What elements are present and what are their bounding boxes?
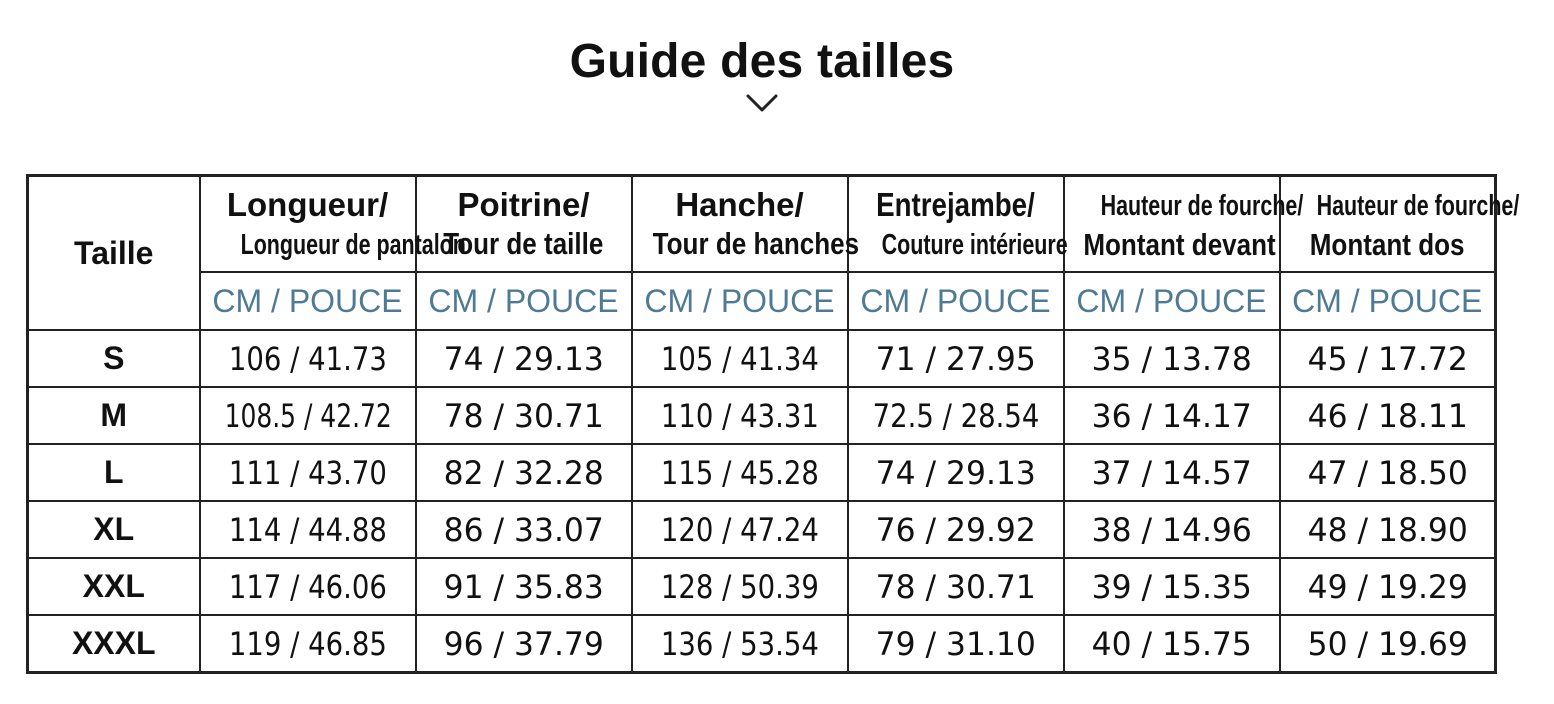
table-header-row [28, 176, 1496, 273]
column-header-line1: Hanche/ [675, 186, 804, 223]
size-column-header: Taille [28, 176, 200, 331]
column-header-line2: Couture intérieure [881, 228, 1068, 261]
table-row [28, 501, 1496, 558]
measurement-value: 35 / 13.78 [1091, 339, 1252, 378]
measurement-value: 111 / 43.70 [228, 453, 387, 492]
column-header-front-rise [1064, 176, 1303, 273]
column-header-inseam [848, 176, 1068, 273]
measurement-value: 114 / 44.88 [228, 510, 387, 549]
column-header-line2: Tour de hanches [652, 226, 859, 261]
measurement-value: 76 / 29.92 [875, 510, 1036, 549]
column-header-line2: Montant devant [1082, 227, 1276, 262]
measurement-value: 86 / 33.07 [443, 510, 604, 549]
measurement-value: 91 / 35.83 [443, 567, 604, 606]
column-header-line1: Poitrine/ [457, 186, 590, 223]
column-header-chest [416, 176, 632, 273]
measurement-value: 39 / 15.35 [1091, 567, 1252, 606]
unit-label: CM / POUCE [632, 272, 848, 330]
measurement-value: 72.5 / 28.54 [872, 396, 1039, 435]
measurement-value: 79 / 31.10 [875, 624, 1036, 663]
measurement-value: 82 / 32.28 [443, 453, 604, 492]
unit-label: CM / POUCE [416, 272, 632, 330]
measurement-value: 117 / 46.06 [228, 567, 387, 606]
unit-label: CM / POUCE [848, 272, 1064, 330]
measurement-value: 106 / 41.73 [228, 339, 387, 378]
measurement-value: 96 / 37.79 [443, 624, 604, 663]
column-header-line1: Hauteur de fourche/ [1100, 190, 1303, 222]
measurement-value: 110 / 43.31 [660, 396, 819, 435]
measurement-value: 74 / 29.13 [875, 453, 1036, 492]
page-title: Guide des tailles [569, 35, 955, 88]
measurement-value: 36 / 14.17 [1091, 396, 1252, 435]
measurement-value: 37 / 14.57 [1091, 453, 1252, 492]
column-header-line2: Longueur de pantalon [240, 228, 466, 261]
measurement-value: 108.5 / 42.72 [224, 396, 392, 435]
measurement-value: 38 / 14.96 [1091, 510, 1252, 549]
size-label: L [28, 444, 200, 501]
table-row [28, 330, 1496, 387]
chevron-down-icon [745, 92, 779, 114]
measurement-value: 119 / 46.85 [228, 624, 387, 663]
measurement-value: 74 / 29.13 [443, 339, 604, 378]
column-header-line1: Entrejambe/ [876, 185, 1035, 223]
table-row [28, 558, 1496, 615]
unit-label: CM / POUCE [1280, 272, 1496, 330]
column-header-line1: Hauteur de fourche/ [1316, 190, 1519, 222]
size-label: S [28, 330, 200, 387]
size-chart-table [26, 174, 1519, 674]
column-header-line2: Tour de taille [443, 226, 604, 261]
column-header-back-rise [1280, 176, 1519, 273]
measurement-value: 120 / 47.24 [660, 510, 819, 549]
size-label: XL [28, 501, 200, 558]
measurement-value: 48 / 18.90 [1307, 510, 1468, 549]
column-header-length [200, 176, 466, 273]
measurement-value: 40 / 15.75 [1091, 624, 1252, 663]
measurement-value: 45 / 17.72 [1307, 339, 1468, 378]
measurement-value: 136 / 53.54 [660, 624, 819, 663]
column-header-hip [632, 176, 859, 273]
measurement-value: 71 / 27.95 [875, 339, 1036, 378]
unit-row [28, 272, 1496, 330]
measurement-value: 78 / 30.71 [443, 396, 604, 435]
measurement-value: 105 / 41.34 [660, 339, 819, 378]
unit-label: CM / POUCE [1064, 272, 1280, 330]
measurement-value: 115 / 45.28 [660, 453, 819, 492]
table-row [28, 387, 1496, 444]
size-label: M [28, 387, 200, 444]
measurement-value: 47 / 18.50 [1307, 453, 1468, 492]
measurement-value: 78 / 30.71 [875, 567, 1036, 606]
measurement-value: 50 / 19.69 [1307, 624, 1468, 663]
table-row [28, 615, 1496, 673]
size-label: XXL [28, 558, 200, 615]
column-header-line2: Montant dos [1309, 227, 1465, 262]
measurement-value: 49 / 19.29 [1307, 567, 1468, 606]
size-label: XXXL [28, 615, 200, 673]
column-header-line1: Longueur/ [226, 185, 389, 223]
measurement-value: 46 / 18.11 [1307, 396, 1468, 435]
measurement-value: 128 / 50.39 [660, 567, 819, 606]
unit-label: CM / POUCE [200, 272, 416, 330]
table-row [28, 444, 1496, 501]
